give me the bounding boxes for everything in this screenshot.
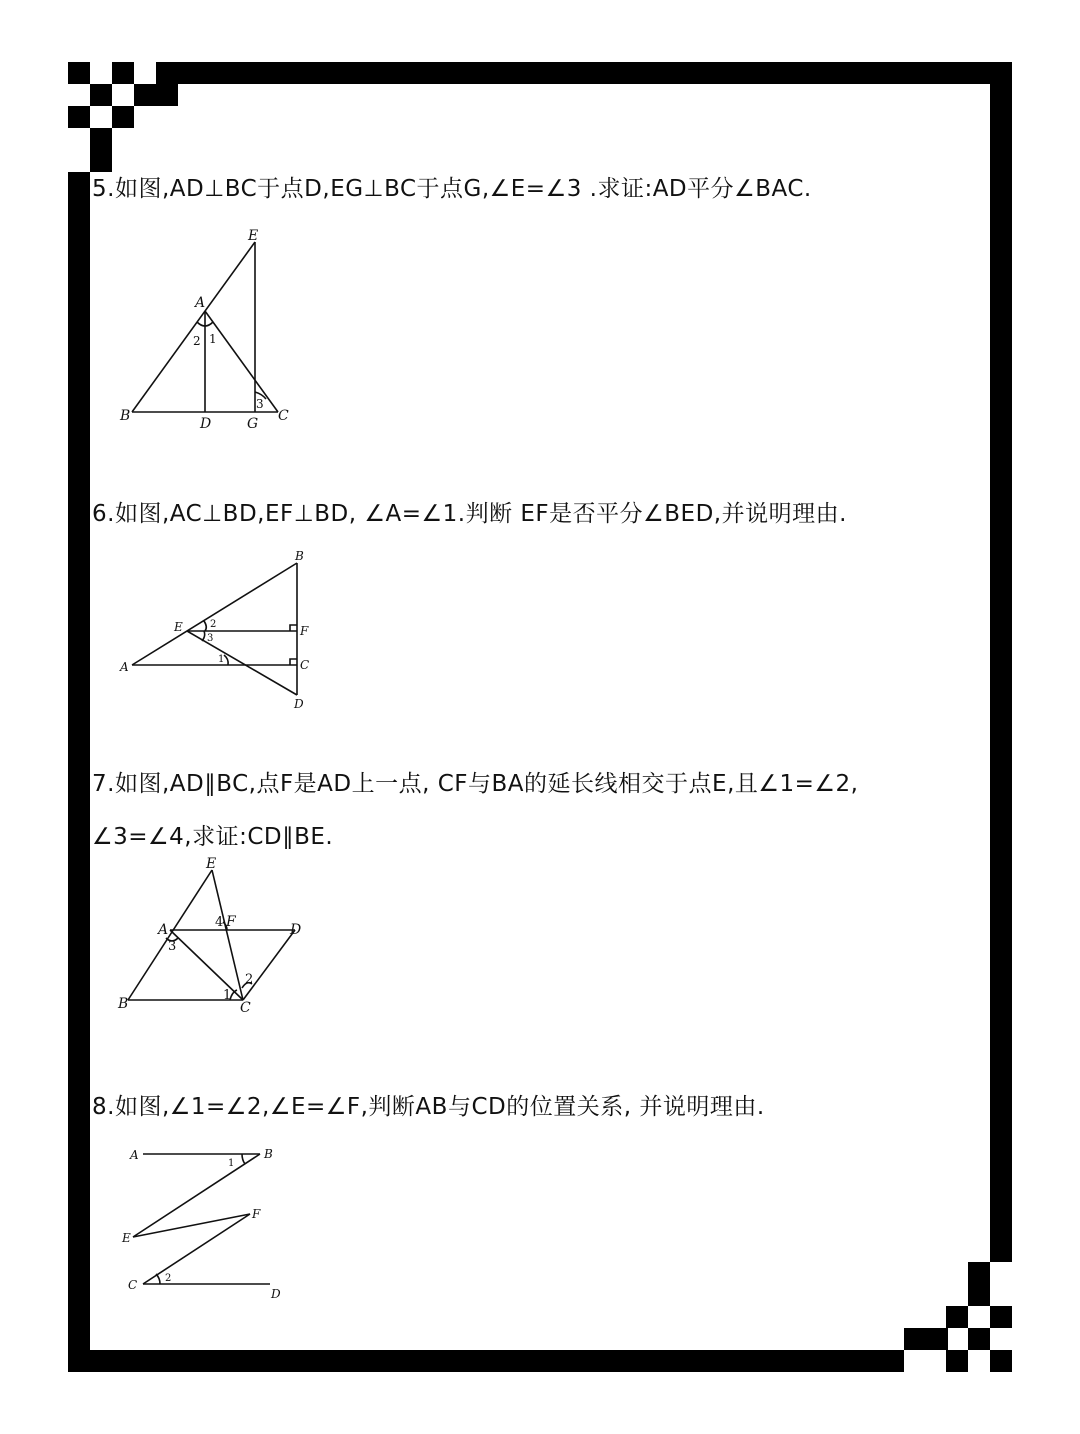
- angle-label-1: 1: [209, 332, 217, 346]
- corner-pattern-bottom-right: [904, 1262, 1012, 1372]
- label-E: E: [248, 228, 259, 244]
- label-B: B: [295, 549, 304, 563]
- problem-8-figure: [118, 1142, 298, 1307]
- angle-label-3: 3: [256, 397, 264, 411]
- label-G: G: [247, 416, 259, 432]
- label-B: B: [118, 996, 129, 1012]
- label-C: C: [240, 1000, 251, 1016]
- label-D: D: [271, 1287, 281, 1301]
- angle-label-1: 1: [223, 988, 232, 1003]
- label-C: C: [300, 658, 310, 672]
- problem-7-text-line-2: ∠3=∠4,求证:CD∥BE.: [92, 824, 334, 850]
- problem-6-text: 6.如图,AC⊥BD,EF⊥BD, ∠A=∠1.判断 EF是否平分∠BED,并说明理由.: [92, 501, 847, 527]
- angle-label-1: 1: [228, 1158, 235, 1169]
- angle-label-2: 2: [210, 619, 217, 630]
- problem-7-figure: [110, 852, 320, 1022]
- angle-label-3: 3: [168, 939, 177, 954]
- corner-pattern-top-left: [68, 62, 178, 172]
- label-A: A: [120, 660, 129, 674]
- problem-7-text-line-1: 7.如图,AD∥BC,点F是AD上一点, CF与BA的延长线相交于点E,且∠1=∠2,: [92, 771, 859, 797]
- label-F: F: [300, 624, 309, 638]
- label-E: E: [206, 856, 217, 872]
- label-D: D: [200, 416, 212, 432]
- angle-label-3: 3: [207, 633, 214, 644]
- problem-5-figure: [110, 222, 300, 437]
- angle-label-2: 2: [165, 1273, 172, 1284]
- angle-label-2: 2: [245, 972, 254, 987]
- label-E: E: [174, 620, 183, 634]
- angle-label-1: 1: [218, 654, 225, 665]
- problem-6-figure: [112, 545, 322, 715]
- label-F: F: [252, 1207, 261, 1221]
- label-A: A: [195, 295, 206, 311]
- label-D: D: [290, 922, 302, 938]
- label-E: E: [122, 1231, 131, 1245]
- label-B: B: [264, 1147, 273, 1161]
- label-C: C: [128, 1278, 138, 1292]
- label-B: B: [120, 408, 131, 424]
- label-C: C: [278, 408, 289, 424]
- label-A: A: [158, 922, 169, 938]
- angle-label-4: 4: [215, 915, 224, 930]
- label-D: D: [294, 697, 304, 711]
- problem-8-text: 8.如图,∠1=∠2,∠E=∠F,判断AB与CD的位置关系, 并说明理由.: [92, 1094, 765, 1120]
- label-F: F: [226, 914, 236, 930]
- angle-label-2: 2: [193, 334, 201, 348]
- problem-5-text: 5.如图,AD⊥BC于点D,EG⊥BC于点G,∠E=∠3 .求证:AD平分∠BAC.: [92, 176, 812, 202]
- label-A: A: [130, 1148, 139, 1162]
